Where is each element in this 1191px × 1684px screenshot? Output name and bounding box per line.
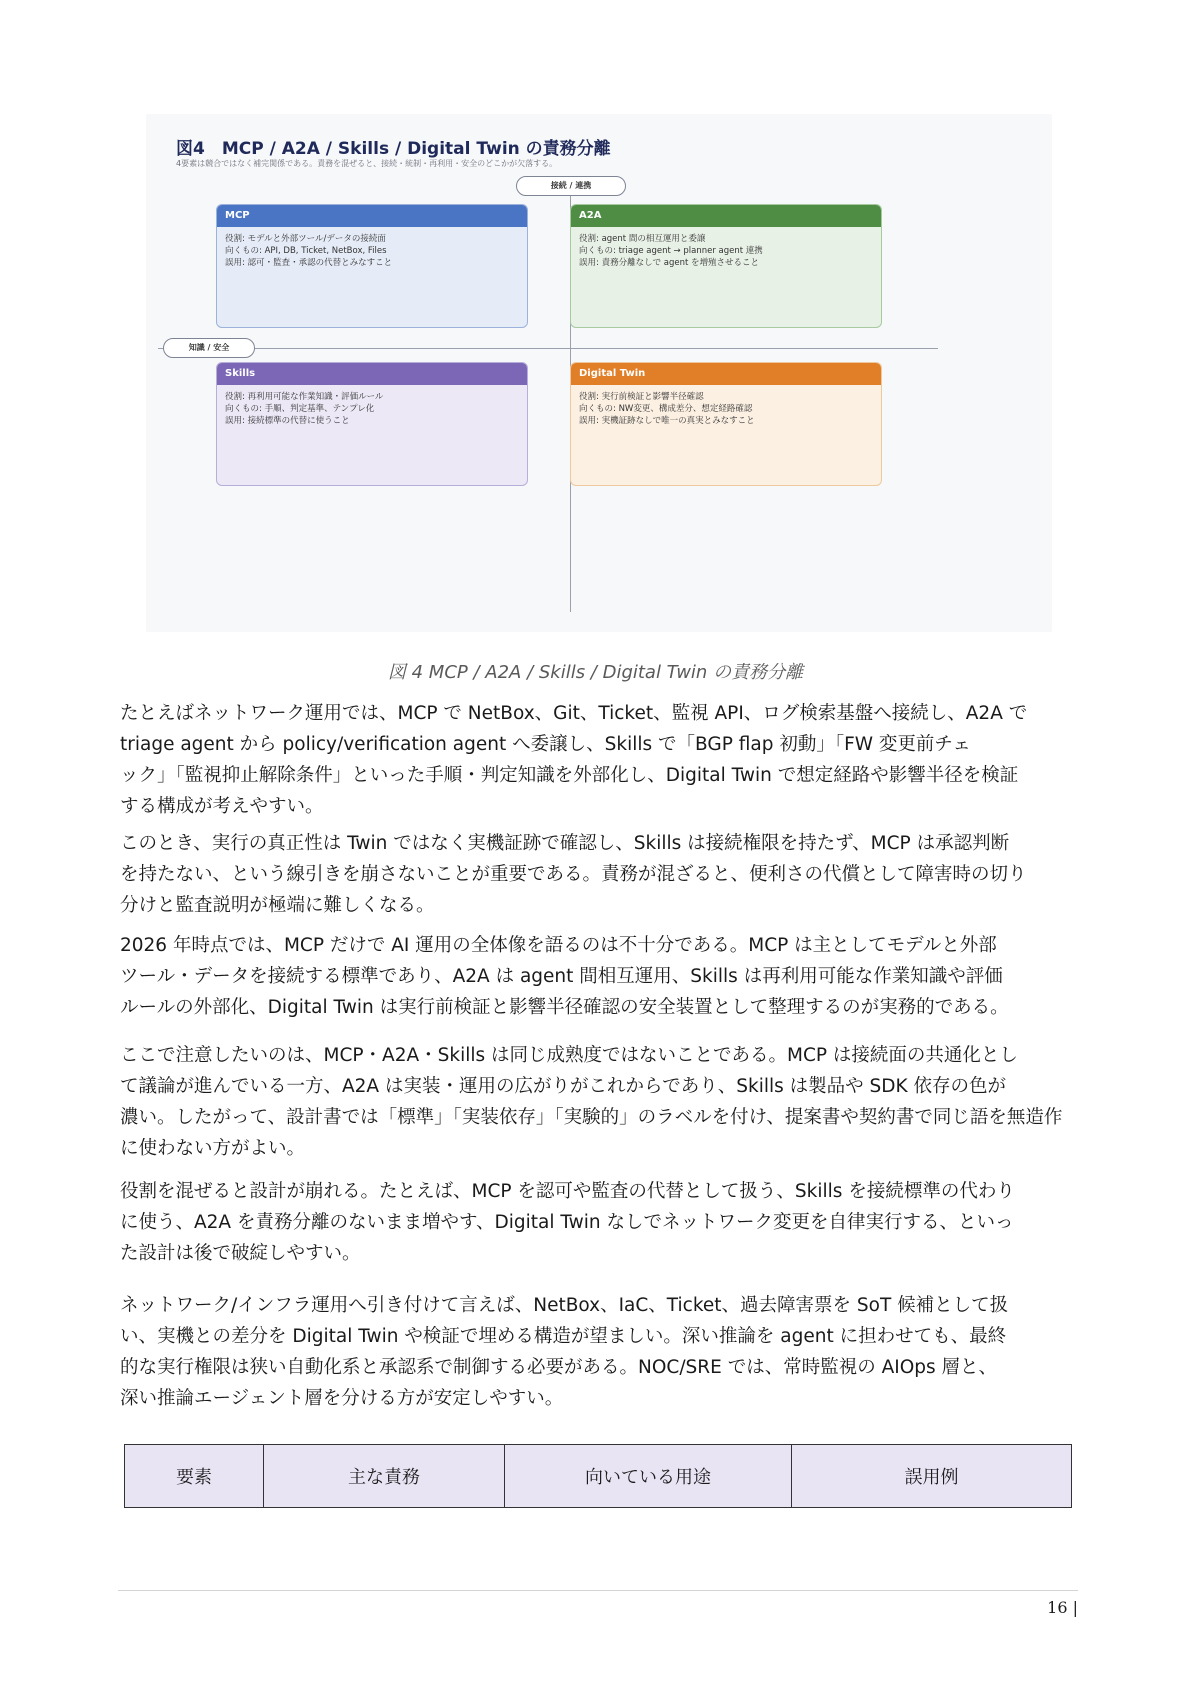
figure-title: 図4 MCP / A2A / Skills / Digital Twin の責務分離 xyxy=(176,139,611,159)
paragraph-4 xyxy=(120,1040,1080,1164)
quadrant-mcp xyxy=(216,204,528,328)
quadrant-title: A2A xyxy=(571,205,881,227)
paragraph-3 xyxy=(120,930,1080,1023)
text-line: たとえばネットワーク運用では、MCP で NetBox、Git、Ticket、監視 API、ログ検索基盤へ接続し、A2A で xyxy=(120,703,1028,724)
text-line: ネットワーク/インフラ運用へ引き付けて言えば、NetBox、IaC、Ticket、過去障害票を SoT 候補として扱 xyxy=(120,1295,1009,1316)
text-line: 分けと監査説明が極端に難しくなる。 xyxy=(120,895,435,916)
quadrant-line: 向くもの: triage agent → planner agent 連携 xyxy=(579,246,763,256)
quadrant-line: 役割: 実行前検証と影響半径確認 xyxy=(579,392,704,402)
text-line: を持たない、という線引きを崩さないことが重要である。責務が混ざると、便利さの代償として障害時の切り xyxy=(120,864,1027,885)
text-line: ルールの外部化、Digital Twin は実行前検証と影響半径確認の安全装置として整理するのが実務的である。 xyxy=(120,997,1009,1018)
table-header-cell: 向いている用途 xyxy=(505,1445,792,1508)
text-line: て議論が進んでいる一方、A2A は実装・運用の広がりがこれからであり、Skills は製品や SDK 依存の色が xyxy=(120,1076,1007,1097)
quadrant-line: 誤用: 実機証跡なしで唯一の真実とみなすこと xyxy=(579,416,755,426)
quadrant-digital-twin xyxy=(570,362,882,486)
table-header-row xyxy=(125,1445,1072,1508)
axis-label-knowledge: 知識 / 安全 xyxy=(163,338,255,358)
responsibility-table xyxy=(124,1444,1072,1508)
text-line: triage agent から policy/verification agent へ委譲し、Skills で「BGP flap 初動」「FW 変更前チェ xyxy=(120,734,971,755)
text-line: ツール・データを接続する標準であり、A2A は agent 間相互運用、Skills は再利用可能な作業知識や評価 xyxy=(120,966,1003,987)
text-line: このとき、実行の真正性は Twin ではなく実機証跡で確認し、Skills は接続権限を持たず、MCP は承認判断 xyxy=(120,833,1010,854)
figure-subtitle: 4要素は競合ではなく補完関係である。責務を混ぜると、接続・統制・再利用・安全のどこかが欠落する。 xyxy=(176,159,558,168)
quadrant-title: Skills xyxy=(217,363,527,385)
page-number: 16 | xyxy=(1047,1598,1078,1617)
text-line: 2026 年時点では、MCP だけで AI 運用の全体像を語るのは不十分である。MCP は主としてモデルと外部 xyxy=(120,935,997,956)
table-header-cell: 誤用例 xyxy=(792,1445,1072,1508)
paragraph-6 xyxy=(120,1290,1080,1414)
horizontal-axis xyxy=(158,348,938,349)
text-line: ック」「監視抑止解除条件」といった手順・判定知識を外部化し、Digital Twin で想定経路や影響半径を検証 xyxy=(120,765,1019,786)
paragraph-5 xyxy=(120,1176,1080,1269)
paragraph-1 xyxy=(120,698,1080,822)
text-line: に使う、A2A を責務分離のないまま増やす、Digital Twin なしでネットワーク変更を自律実行する、といっ xyxy=(120,1212,1014,1233)
paragraph-2 xyxy=(120,828,1080,921)
axis-label-connect: 接続 / 連携 xyxy=(516,176,626,196)
quadrant-line: 役割: agent 間の相互運用と委譲 xyxy=(579,234,706,244)
quadrant-title: MCP xyxy=(217,205,527,227)
quadrant-line: 向くもの: API, DB, Ticket, NetBox, Files xyxy=(225,246,387,256)
text-line: ここで注意したいのは、MCP・A2A・Skills は同じ成熟度ではないことである。MCP は接続面の共通化とし xyxy=(120,1045,1018,1066)
text-line: する構成が考えやすい。 xyxy=(120,796,324,817)
quadrant-line: 役割: 再利用可能な作業知識・評価ルール xyxy=(225,392,384,402)
quadrant-line: 向くもの: 手順、判定基準、テンプレ化 xyxy=(225,404,375,414)
figure-4 xyxy=(146,114,1052,632)
quadrant-line: 誤用: 認可・監査・承認の代替とみなすこと xyxy=(225,258,393,268)
quadrant-skills xyxy=(216,362,528,486)
table-header-cell: 要素 xyxy=(125,1445,264,1508)
text-line: 的な実行権限は狭い自動化系と承認系で制御する必要がある。NOC/SRE では、常時監視の AIOps 層と、 xyxy=(120,1357,998,1378)
quadrant-a2a xyxy=(570,204,882,328)
quadrant-title: Digital Twin xyxy=(571,363,881,385)
text-line: に使わない方がよい。 xyxy=(120,1138,306,1159)
quadrant-line: 向くもの: NW変更、構成差分、想定経路確認 xyxy=(579,404,753,414)
text-line: い、実機との差分を Digital Twin や検証で埋める構造が望ましい。深い推論を agent に担わせても、最終 xyxy=(120,1326,1007,1347)
figure-caption: 図 4 MCP / A2A / Skills / Digital Twin の責務分離 xyxy=(387,662,804,683)
table-header-cell: 主な責務 xyxy=(264,1445,505,1508)
text-line: 深い推論エージェント層を分ける方が安定しやすい。 xyxy=(120,1388,564,1409)
text-line: 濃い。したがって、設計書では「標準」「実装依存」「実験的」のラベルを付け、提案書や契約書で同じ語を無造作 xyxy=(120,1107,1063,1128)
footer-divider xyxy=(118,1590,1078,1591)
text-line: 役割を混ぜると設計が崩れる。たとえば、MCP を認可や監査の代替として扱う、Skills を接続標準の代わり xyxy=(120,1181,1015,1202)
quadrant-line: 誤用: 接続標準の代替に使うこと xyxy=(225,416,350,426)
text-line: た設計は後で破綻しやすい。 xyxy=(120,1243,361,1264)
quadrant-line: 役割: モデルと外部ツール/データの接続面 xyxy=(225,234,386,244)
quadrant-line: 誤用: 責務分離なしで agent を増殖させること xyxy=(579,258,760,268)
